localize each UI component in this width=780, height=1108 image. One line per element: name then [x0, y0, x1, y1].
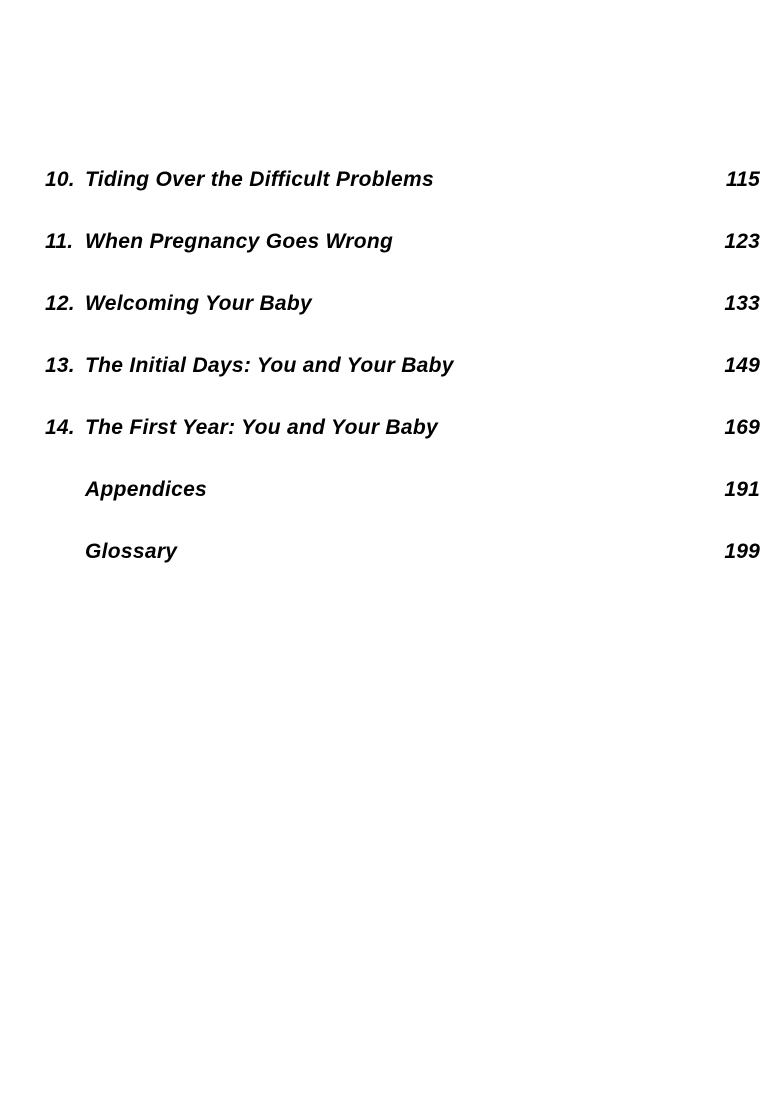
toc-entry-title: The Initial Days: You and Your Baby [85, 354, 454, 377]
toc-entry-title: Glossary [85, 540, 178, 563]
toc-entry-page: 169 [724, 416, 760, 439]
toc-entry-number: 10. [45, 168, 75, 191]
toc-entry-title: Appendices [85, 478, 208, 501]
toc-entry-number: 11. [45, 230, 74, 253]
toc-entry[interactable] [20, 416, 760, 478]
toc-entry-number: 12. [45, 292, 75, 315]
toc-entry-label [20, 478, 207, 502]
toc-entry-label [20, 354, 454, 378]
toc-entry-page: 149 [724, 354, 760, 377]
toc-entry-label [20, 416, 438, 440]
toc-entry-page: 191 [724, 478, 760, 501]
toc-entry-title: Tiding Over the Difficult Problems [85, 168, 434, 191]
toc-entry[interactable] [20, 540, 760, 602]
toc-entry[interactable] [20, 168, 760, 230]
toc-entry-label [20, 540, 177, 564]
toc-entry[interactable] [20, 292, 760, 354]
toc-entry-page: 199 [724, 540, 760, 563]
toc-entry-page: 115 [725, 168, 760, 191]
table-of-contents [0, 168, 780, 602]
toc-entry[interactable] [20, 478, 760, 540]
toc-entry[interactable] [20, 354, 760, 416]
toc-entry[interactable] [20, 230, 760, 292]
toc-entry-label [20, 230, 393, 254]
toc-entry-title: When Pregnancy Goes Wrong [85, 230, 394, 253]
toc-entry-page: 133 [724, 292, 760, 315]
toc-entry-number: 14. [45, 416, 75, 439]
toc-entry-page: 123 [724, 230, 760, 253]
toc-entry-label [20, 292, 312, 316]
toc-entry-number: 13. [45, 354, 75, 377]
toc-entry-label [20, 168, 434, 192]
toc-entry-title: The First Year: You and Your Baby [85, 416, 438, 439]
toc-entry-title: Welcoming Your Baby [85, 292, 313, 315]
